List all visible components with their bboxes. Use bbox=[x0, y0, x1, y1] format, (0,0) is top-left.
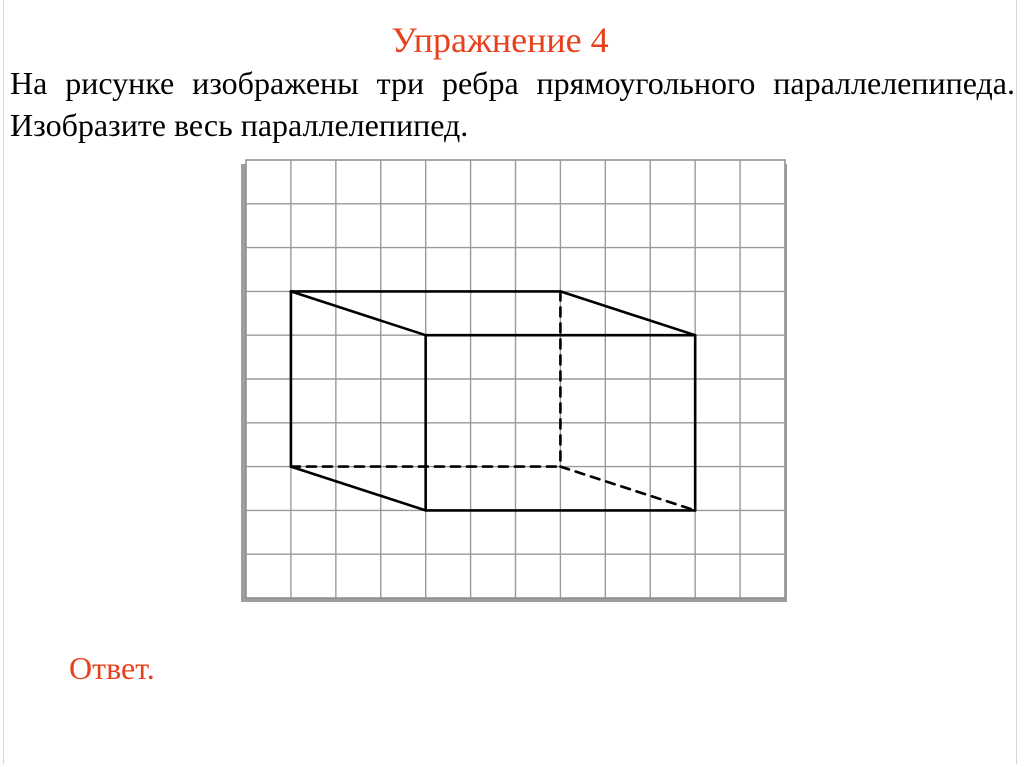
task-text: На рисунке изображены три ребра прямоугольного параллелепипеда. Изобразите весь параллелепипед. bbox=[10, 65, 1015, 143]
exercise-title: Упражнение 4 bbox=[391, 20, 609, 60]
parallelepiped-figure bbox=[238, 158, 790, 604]
answer-label: Ответ. bbox=[69, 650, 155, 686]
